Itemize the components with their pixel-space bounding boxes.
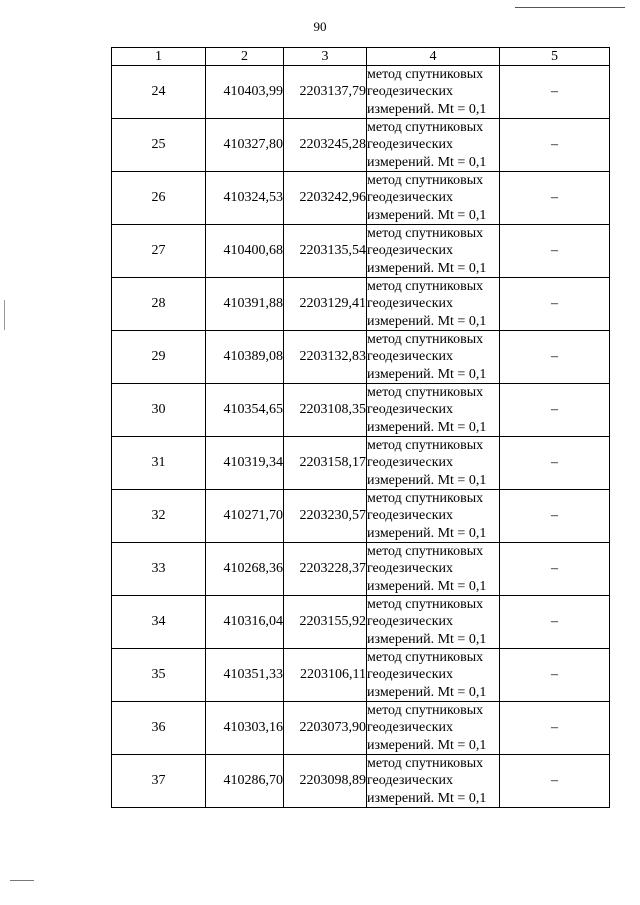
- table-row: [112, 172, 610, 225]
- method-line: измерений. Mt = 0,1: [367, 525, 487, 541]
- x-coordinate-cell: 410327,80: [206, 119, 284, 172]
- x-coordinate-cell: 410354,65: [206, 384, 284, 437]
- description-cell: –: [500, 384, 610, 437]
- y-coordinate-cell: 2203158,17: [284, 437, 367, 490]
- scan-edge-mark: [4, 300, 5, 330]
- y-coordinate-cell: 2203155,92: [284, 596, 367, 649]
- method-line: метод спутниковых: [367, 703, 484, 718]
- scan-edge-mark: [10, 880, 34, 881]
- table-row: [112, 278, 610, 331]
- column-header: 3: [284, 48, 367, 66]
- method-line: геодезических: [367, 614, 454, 630]
- column-header: 2: [206, 48, 284, 66]
- method-line: метод спутниковых: [367, 120, 484, 135]
- method-line: геодезических: [367, 667, 454, 683]
- method-line: метод спутниковых: [367, 226, 484, 241]
- point-number-cell: 31: [112, 437, 206, 490]
- table-row: [112, 384, 610, 437]
- y-coordinate-cell: 2203108,35: [284, 384, 367, 437]
- point-number-cell: 35: [112, 649, 206, 702]
- table-row: [112, 755, 610, 808]
- method-line: метод спутниковых: [367, 279, 484, 294]
- x-coordinate-cell: 410286,70: [206, 755, 284, 808]
- point-number-cell: 25: [112, 119, 206, 172]
- x-coordinate-cell: 410316,04: [206, 596, 284, 649]
- method-line: метод спутниковых: [367, 173, 484, 188]
- point-number-cell: 29: [112, 331, 206, 384]
- method-line: геодезических: [367, 720, 454, 736]
- y-coordinate-cell: 2203106,11: [284, 649, 367, 702]
- x-coordinate-cell: 410400,68: [206, 225, 284, 278]
- y-coordinate-cell: 2203132,83: [284, 331, 367, 384]
- method-cell: [367, 755, 500, 808]
- method-line: измерений. Mt = 0,1: [367, 790, 487, 806]
- table-row: [112, 649, 610, 702]
- scan-edge-mark: [515, 7, 625, 8]
- method-line: метод спутниковых: [367, 491, 484, 506]
- method-line: геодезических: [367, 349, 454, 365]
- point-number-cell: 34: [112, 596, 206, 649]
- method-line: измерений. Mt = 0,1: [367, 101, 487, 117]
- point-number-cell: 30: [112, 384, 206, 437]
- y-coordinate-cell: 2203137,79: [284, 66, 367, 119]
- method-line: геодезических: [367, 190, 454, 206]
- method-cell: [367, 119, 500, 172]
- method-line: измерений. Mt = 0,1: [367, 684, 487, 700]
- table-row: [112, 490, 610, 543]
- method-line: измерений. Mt = 0,1: [367, 737, 487, 753]
- y-coordinate-cell: 2203129,41: [284, 278, 367, 331]
- method-cell: [367, 649, 500, 702]
- table-row: [112, 66, 610, 119]
- method-line: геодезических: [367, 561, 454, 577]
- y-coordinate-cell: 2203098,89: [284, 755, 367, 808]
- table-row: [112, 437, 610, 490]
- method-line: метод спутниковых: [367, 438, 484, 453]
- point-number-cell: 33: [112, 543, 206, 596]
- method-line: метод спутниковых: [367, 385, 484, 400]
- method-line: геодезических: [367, 84, 454, 100]
- point-number-cell: 28: [112, 278, 206, 331]
- method-line: измерений. Mt = 0,1: [367, 313, 487, 329]
- x-coordinate-cell: 410389,08: [206, 331, 284, 384]
- description-cell: –: [500, 437, 610, 490]
- method-line: геодезических: [367, 773, 454, 789]
- method-cell: [367, 702, 500, 755]
- method-line: измерений. Mt = 0,1: [367, 472, 487, 488]
- x-coordinate-cell: 410403,99: [206, 66, 284, 119]
- description-cell: –: [500, 702, 610, 755]
- method-cell: [367, 172, 500, 225]
- description-cell: –: [500, 225, 610, 278]
- method-line: измерений. Mt = 0,1: [367, 207, 487, 223]
- method-line: геодезических: [367, 243, 454, 259]
- point-number-cell: 36: [112, 702, 206, 755]
- point-number-cell: 26: [112, 172, 206, 225]
- description-cell: –: [500, 119, 610, 172]
- method-line: геодезических: [367, 137, 454, 153]
- y-coordinate-cell: 2203245,28: [284, 119, 367, 172]
- table-row: [112, 543, 610, 596]
- column-header: 4: [367, 48, 500, 66]
- method-line: метод спутниковых: [367, 332, 484, 347]
- description-cell: –: [500, 755, 610, 808]
- method-line: геодезических: [367, 402, 454, 418]
- x-coordinate-cell: 410319,34: [206, 437, 284, 490]
- method-cell: [367, 437, 500, 490]
- y-coordinate-cell: 2203242,96: [284, 172, 367, 225]
- x-coordinate-cell: 410391,88: [206, 278, 284, 331]
- x-coordinate-cell: 410268,36: [206, 543, 284, 596]
- description-cell: –: [500, 66, 610, 119]
- method-cell: [367, 331, 500, 384]
- method-line: измерений. Mt = 0,1: [367, 154, 487, 170]
- method-line: геодезических: [367, 296, 454, 312]
- table-header-row: [112, 48, 610, 66]
- point-number-cell: 24: [112, 66, 206, 119]
- table-row: [112, 331, 610, 384]
- method-line: измерений. Mt = 0,1: [367, 419, 487, 435]
- x-coordinate-cell: 410324,53: [206, 172, 284, 225]
- method-cell: [367, 225, 500, 278]
- method-cell: [367, 543, 500, 596]
- y-coordinate-cell: 2203073,90: [284, 702, 367, 755]
- point-number-cell: 27: [112, 225, 206, 278]
- point-number-cell: 37: [112, 755, 206, 808]
- description-cell: –: [500, 278, 610, 331]
- description-cell: –: [500, 596, 610, 649]
- description-cell: –: [500, 331, 610, 384]
- table-row: [112, 225, 610, 278]
- x-coordinate-cell: 410271,70: [206, 490, 284, 543]
- method-line: геодезических: [367, 455, 454, 471]
- description-cell: –: [500, 490, 610, 543]
- method-line: метод спутниковых: [367, 597, 484, 612]
- table-body: [112, 66, 610, 808]
- method-line: метод спутниковых: [367, 650, 484, 665]
- method-cell: [367, 278, 500, 331]
- x-coordinate-cell: 410351,33: [206, 649, 284, 702]
- method-line: метод спутниковых: [367, 756, 484, 771]
- y-coordinate-cell: 2203228,37: [284, 543, 367, 596]
- method-line: метод спутниковых: [367, 544, 484, 559]
- method-line: геодезических: [367, 508, 454, 524]
- y-coordinate-cell: 2203230,57: [284, 490, 367, 543]
- table-row: [112, 119, 610, 172]
- method-line: измерений. Mt = 0,1: [367, 260, 487, 276]
- column-header: 1: [112, 48, 206, 66]
- x-coordinate-cell: 410303,16: [206, 702, 284, 755]
- table-row: [112, 702, 610, 755]
- method-cell: [367, 490, 500, 543]
- method-line: метод спутниковых: [367, 67, 484, 82]
- point-number-cell: 32: [112, 490, 206, 543]
- method-line: измерений. Mt = 0,1: [367, 366, 487, 382]
- coordinates-table: [111, 47, 610, 808]
- description-cell: –: [500, 649, 610, 702]
- method-line: измерений. Mt = 0,1: [367, 578, 487, 594]
- method-line: измерений. Mt = 0,1: [367, 631, 487, 647]
- description-cell: –: [500, 543, 610, 596]
- method-cell: [367, 596, 500, 649]
- description-cell: –: [500, 172, 610, 225]
- y-coordinate-cell: 2203135,54: [284, 225, 367, 278]
- column-header: 5: [500, 48, 610, 66]
- table-row: [112, 596, 610, 649]
- page-number: 90: [313, 19, 327, 34]
- method-cell: [367, 66, 500, 119]
- method-cell: [367, 384, 500, 437]
